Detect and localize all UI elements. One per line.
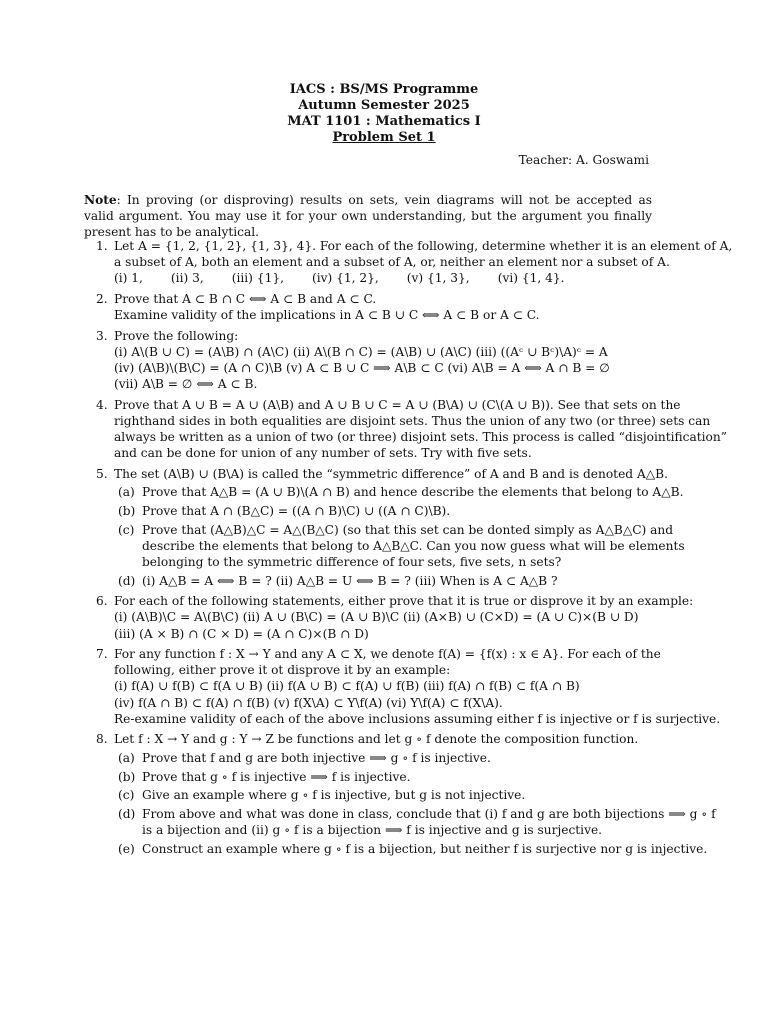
- option-item: (v) {1, 3},: [406, 271, 470, 286]
- problem-item: [84, 646, 721, 727]
- problem-item: [84, 466, 685, 589]
- problem-text-line: (iv) f(A ∩ B) ⊂ f(A) ∩ f(B) (v) f(X\A) ⊂ Y\f(A) (vi) Y\f(A) ⊂ f(X\A).: [114, 695, 503, 710]
- problem-item: [84, 291, 654, 323]
- problem-text-line: (iv) (A\B)\(B\C) = (A ∩ C)\B (v) A ⊂ B ∪ C ⟹ A\B ⊂ C (vi) A\B = A ⟺ A ∩ B = ∅: [114, 360, 610, 375]
- subproblem-text-line: belonging to the symmetric difference of four sets, five sets, n sets?: [142, 555, 562, 570]
- problem-text-line: righthand sides in both equalities are disjoint sets. Thus the union of any two (or three) sets can: [114, 413, 711, 428]
- problem-number: 2.: [96, 291, 108, 306]
- problem-number: 3.: [96, 328, 108, 343]
- subproblem-label: (b): [118, 504, 136, 518]
- problem-text-line: a subset of A, both an element and a subset of A, or, neither an element nor a subset of A.: [114, 255, 670, 270]
- institute-line: IACS : BS/MS Programme: [289, 82, 479, 97]
- option-item: (ii) 3,: [170, 271, 204, 286]
- problem-text-line: always be written as a union of two (or three) disjoint sets. This process is called “disjointification”: [114, 429, 727, 444]
- problem-number: 8.: [96, 732, 108, 747]
- subproblem-item: [114, 769, 654, 785]
- subproblem-text-line: Construct an example where g ∘ f is a bijection, but neither f is surjective nor g is injective.: [142, 841, 708, 856]
- subproblem-text-line: Prove that A△B = (A ∪ B)\(A ∩ B) and hence describe the elements that belong to A△B.: [142, 485, 684, 500]
- problem-text-line: (iii) (A × B) ∩ (C × D) = (A ∩ C)×(B ∩ D): [114, 626, 369, 641]
- subproblem-text-line: Prove that (A△B)△C = A△(B△C) (so that this set can be donted simply as A△B△C) and: [142, 522, 674, 537]
- problem-text-line: The set (A\B) ∪ (B\A) is called the “symmetric difference” of A and B and is denoted A△B.: [114, 466, 668, 481]
- problem-number: 4.: [96, 397, 108, 412]
- subproblem-item: [114, 750, 654, 766]
- subproblem-label: (d): [118, 573, 136, 588]
- problem-options: [114, 270, 654, 286]
- problem-item: [84, 593, 694, 642]
- subproblem-text-line: Prove that A ∩ (B△C) = ((A ∩ B)\C) ∪ ((A ∩ C)\B).: [142, 504, 451, 518]
- semester-line: Autumn Semester 2025: [298, 98, 470, 113]
- problem-text-line: Re-examine validity of each of the above inclusions assuming either f is injective or f is surjective.: [114, 711, 721, 726]
- problem-text-line: For each of the following statements, either prove that it is true or disprove it by an example:: [114, 594, 694, 609]
- problem-number: 1.: [96, 239, 108, 253]
- subproblem-item: [114, 806, 716, 838]
- course-line: MAT 1101 : Mathematics I: [287, 114, 481, 129]
- note-label: Note: [84, 193, 117, 207]
- problem-item: [84, 238, 733, 287]
- problem-text-line: Prove the following:: [114, 328, 239, 343]
- option-item: (iv) {1, 2},: [311, 271, 379, 286]
- problem-text-line: and can be done for union of any number of sets. Try with five sets.: [114, 446, 532, 461]
- problem-text-line: Prove that A ⊂ B ∩ C ⟺ A ⊂ B and A ⊂ C.: [114, 291, 377, 306]
- problem-text-line: (i) (A\B)\C = A\(B\C) (ii) A ∪ (B\C) = (A ∪ B)\C (ii) (A×B) ∪ (C×D) = (A ∪ C)×(B ∪ D): [114, 610, 639, 625]
- document-header: [0, 82, 768, 146]
- problem-text-line: Examine validity of the implications in A ⊂ B ∪ C ⟺ A ⊂ B or A ⊂ C.: [114, 308, 540, 323]
- note-paragraph: [84, 192, 652, 241]
- subproblem-text-line: (i) A△B = A ⟺ B = ? (ii) A△B = U ⟺ B = ? (iii) When is A ⊂ A△B ?: [142, 573, 558, 588]
- problem-text-line: For any function f : X → Y and any A ⊂ X, we denote f(A) = {f(x) : x ∈ A}. For each of the: [114, 647, 661, 662]
- subproblem-item: [114, 787, 654, 803]
- problem-text-line: following, either prove it ot disprove it by an example:: [114, 663, 451, 678]
- subproblem-label: (c): [118, 788, 135, 803]
- problem-text-line: (i) f(A) ∪ f(B) ⊂ f(A ∪ B) (ii) f(A ∪ B) ⊂ f(A) ∪ f(B) (iii) f(A) ∩ f(B) ⊂ f(A ∩ B): [114, 679, 580, 694]
- problem-number: 5.: [96, 466, 108, 481]
- subproblem-label: (a): [118, 485, 135, 500]
- problem-item: [84, 397, 727, 462]
- option-item: (iii) {1},: [231, 271, 284, 286]
- problem-list: [84, 238, 733, 861]
- option-item: (i) 1,: [114, 271, 143, 286]
- problem-number: 6.: [96, 594, 108, 609]
- problem-text-line: (i) A\(B ∪ C) = (A\B) ∩ (A\C) (ii) A\(B ∩ C) = (A\B) ∪ (A\C) (iii) ((Aᶜ ∪ Bᶜ)\A)ᶜ = A: [114, 344, 608, 359]
- subproblem-text-line: Prove that g ∘ f is injective ⟹ f is injective.: [142, 769, 411, 784]
- subproblem-text-line: describe the elements that belong to A△B△C. Can you now guess what will be elements: [142, 538, 685, 553]
- subproblem-item: [114, 841, 708, 857]
- note-text: : In proving (or disproving) results on sets, vein diagrams will not be accepted as valid argument. You may use it for your own understanding, but the argument you finally present has to be analytical.: [84, 193, 652, 240]
- problem-text-line: Let f : X → Y and g : Y → Z be functions and let g ∘ f denote the composition function.: [114, 732, 639, 747]
- subproblem-label: (e): [118, 841, 135, 856]
- problem-number: 7.: [96, 647, 108, 662]
- problem-item: [84, 328, 654, 393]
- problem-set-title: Problem Set 1: [332, 130, 436, 145]
- subproblem-item: [114, 503, 654, 519]
- option-item: (vi) {1, 4}.: [497, 271, 565, 286]
- subproblem-text-line: is a bijection and (ii) g ∘ f is a bijection ⟹ f is injective and g is surjective.: [142, 823, 603, 838]
- subproblem-label: (d): [118, 807, 136, 822]
- subproblem-label: (b): [118, 769, 136, 784]
- subproblem-item: [114, 573, 654, 589]
- subproblem-text-line: Prove that f and g are both injective ⟹ g ∘ f is injective.: [142, 751, 491, 766]
- subproblem-item: [114, 484, 684, 500]
- subproblem-text-line: Give an example where g ∘ f is injective, but g is not injective.: [142, 788, 526, 803]
- teacher-name: Teacher: A. Goswami: [518, 153, 649, 167]
- subproblem-label: (a): [118, 751, 135, 766]
- subproblem-text-line: From above and what was done in class, conclude that (i) f and g are both bijections ⟹ g ∘ f: [142, 807, 716, 822]
- problem-text-line: (vii) A\B = ∅ ⟺ A ⊂ B.: [114, 377, 258, 392]
- problem-text-line: Let A = {1, 2, {1, 2}, {1, 3}, 4}. For each of the following, determine whether it is an element of A,: [114, 239, 733, 253]
- subproblem-label: (c): [118, 522, 135, 537]
- problem-item: [84, 731, 716, 857]
- subproblem-item: [114, 522, 685, 571]
- problem-text-line: Prove that A ∪ B = A ∪ (A\B) and A ∪ B ∪ C = A ∪ (B\A) ∪ (C\(A ∪ B)). See that sets on the: [114, 397, 681, 412]
